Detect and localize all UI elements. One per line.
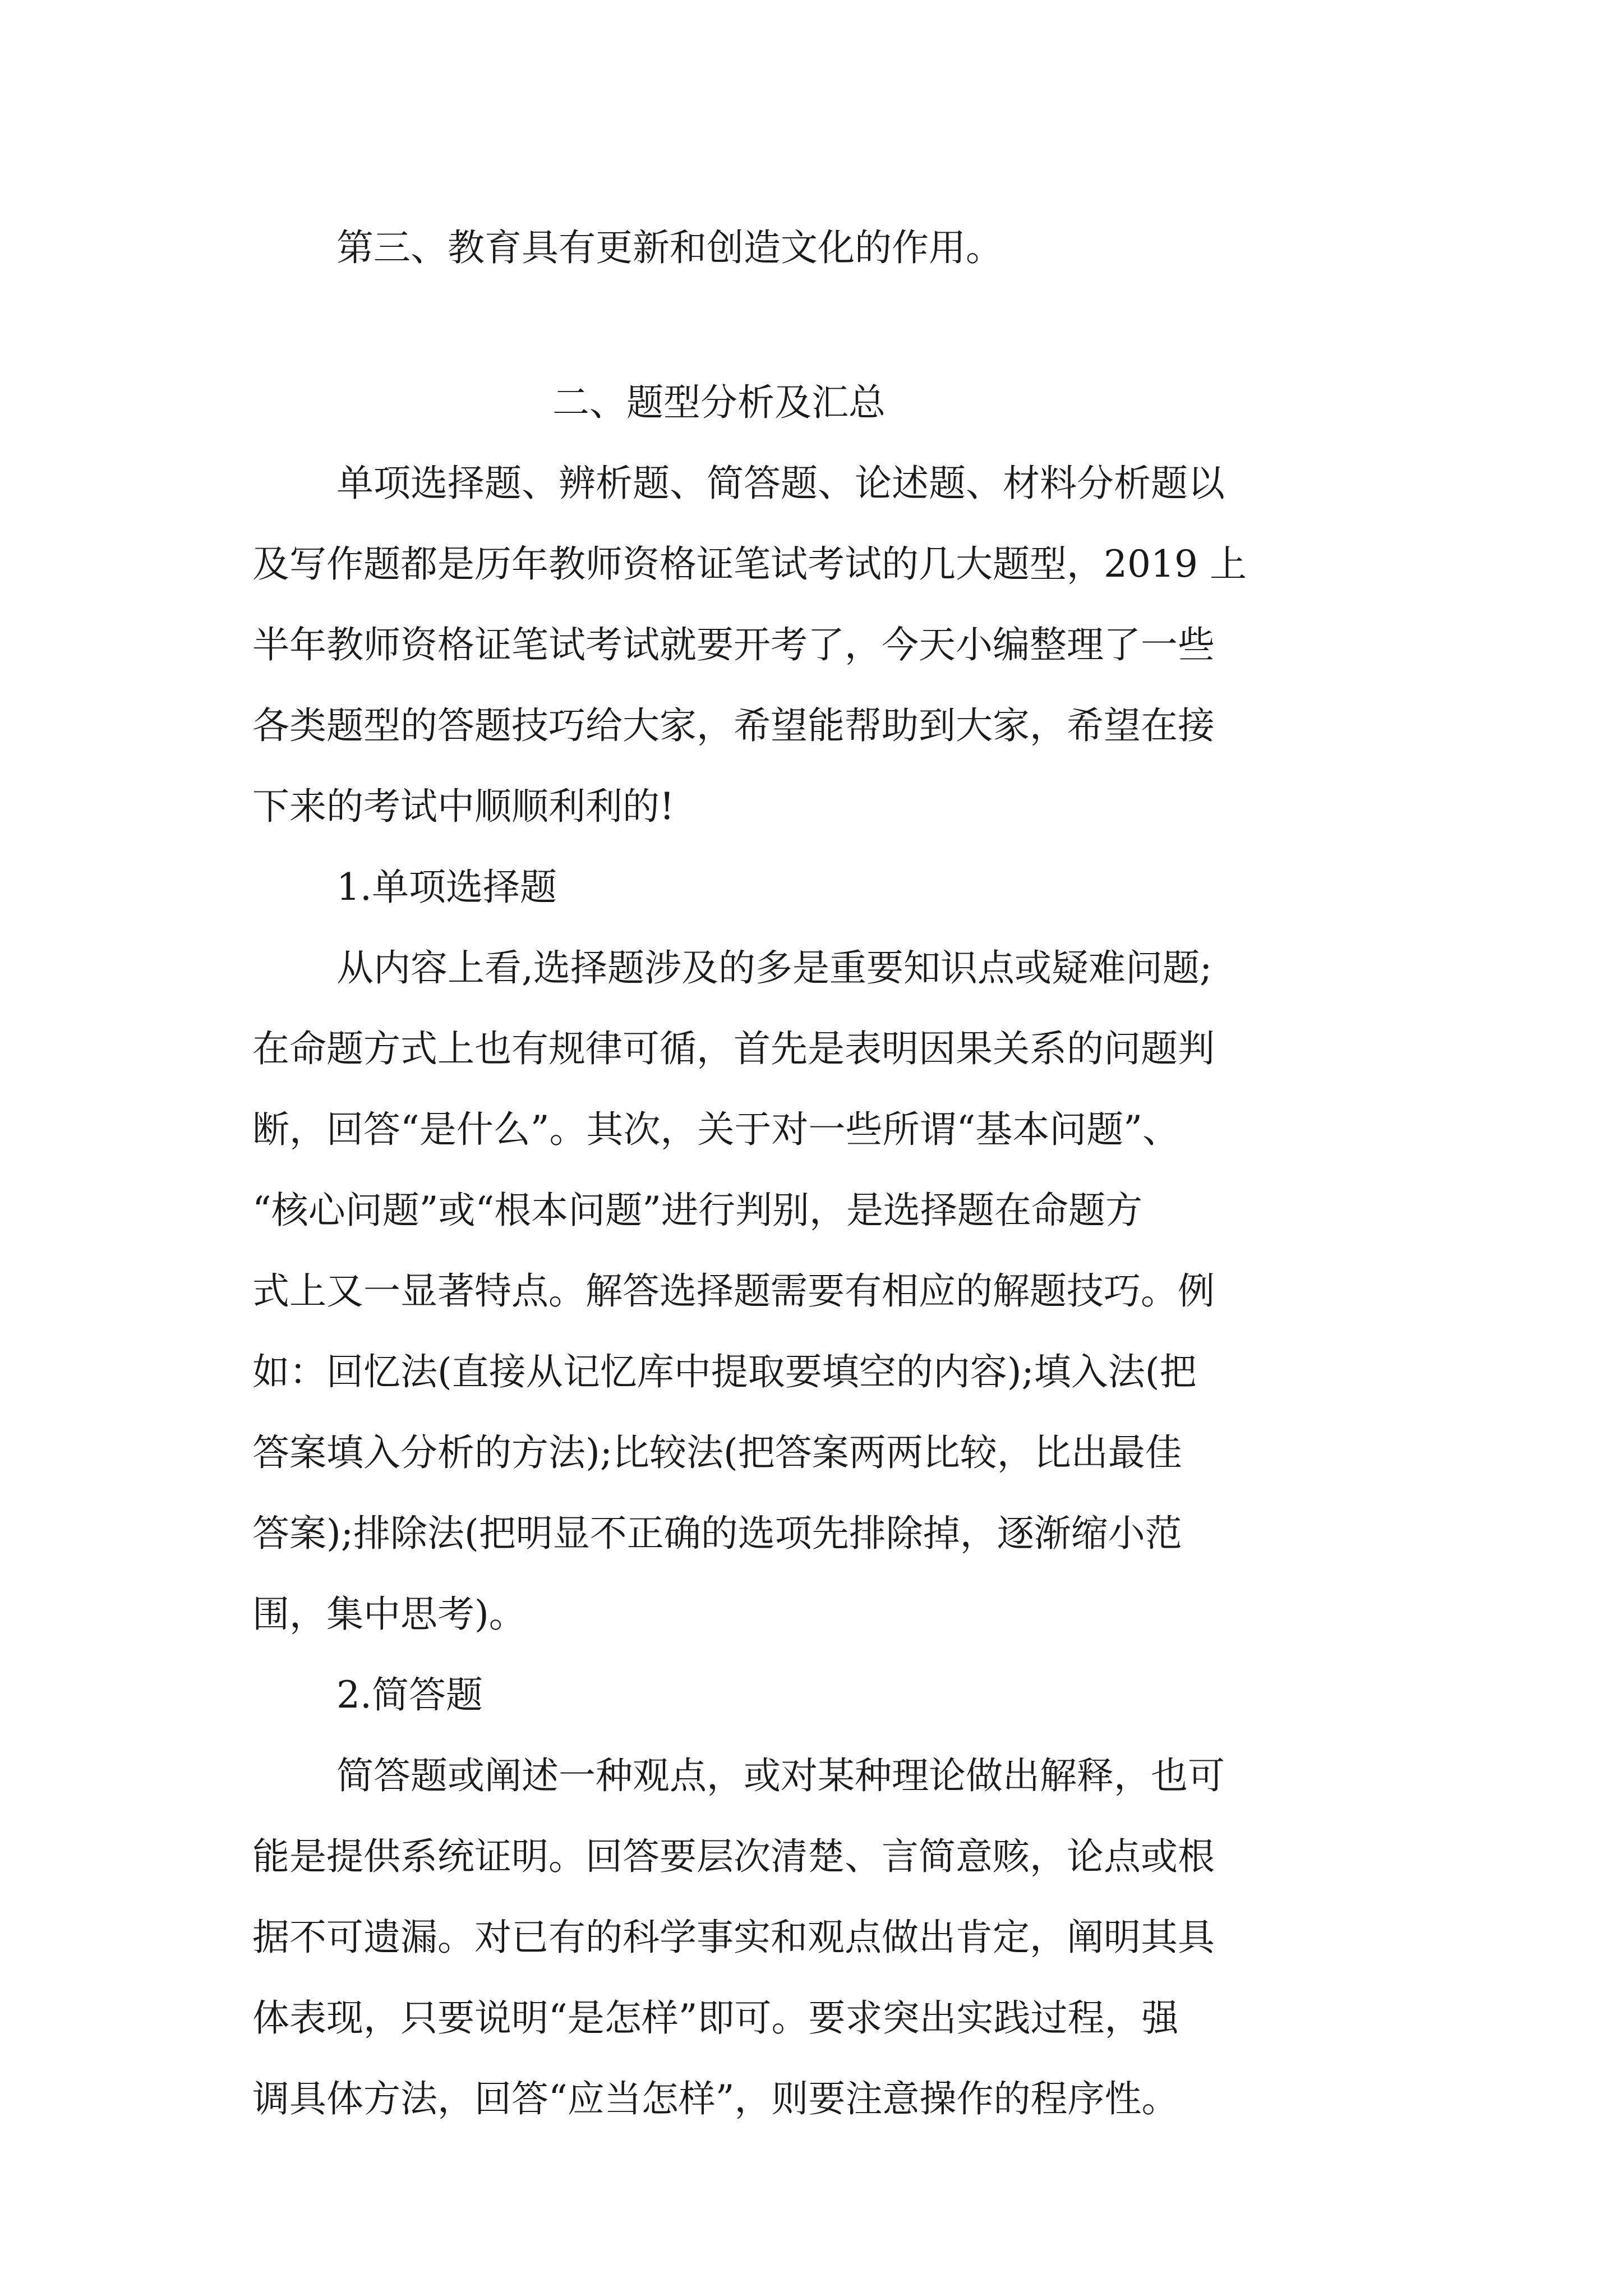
paragraph-line: “核心问题”或“根本问题”进行判别，是选择题在命题方 — [252, 1189, 1142, 1232]
paragraph-line: 第三、教育具有更新和创造文化的作用。 — [336, 226, 1003, 269]
section-heading: 二、题型分析及汇总 — [552, 381, 886, 424]
paragraph-line: 能是提供系统证明。回答要层次清楚、言简意赅，论点或根 — [252, 1835, 1215, 1878]
paragraph-line: 答案);排除法(把明显不正确的选项先排除掉，逐渐缩小范 — [252, 1512, 1182, 1555]
paragraph-line: 简答题或阐述一种观点，或对某种理论做出解释，也可 — [336, 1754, 1225, 1797]
paragraph-line: 答案填入分析的方法);比较法(把答案两两比较，比出最佳 — [252, 1431, 1182, 1474]
subsection-heading: 1.单项选择题 — [336, 866, 557, 909]
paragraph-line: 下来的考试中顺顺利利的! — [252, 785, 675, 828]
paragraph-line: 断，回答“是什么”。其次，关于对一些所谓“基本问题”、 — [252, 1108, 1179, 1151]
paragraph-line: 半年教师资格证笔试考试就要开考了，今天小编整理了一些 — [252, 623, 1215, 666]
subsection-heading: 2.简答题 — [336, 1673, 483, 1717]
paragraph-line: 体表现，只要说明“是怎样”即可。要求突出实践过程，强 — [252, 1996, 1179, 2040]
paragraph-line: 各类题型的答题技巧给大家，希望能帮助到大家，希望在接 — [252, 704, 1215, 747]
paragraph-line: 单项选择题、辨析题、简答题、论述题、材料分析题以 — [336, 462, 1225, 505]
paragraph-line: 式上又一显著特点。解答选择题需要有相应的解题技巧。例 — [252, 1269, 1215, 1313]
paragraph-line: 及写作题都是历年教师资格证笔试考试的几大题型，2019 上 — [252, 542, 1247, 586]
document-body — [252, 208, 1380, 2139]
paragraph-line: 围，集中思考)。 — [252, 1593, 526, 1636]
paragraph-line: 在命题方式上也有规律可循，首先是表明因果关系的问题判 — [252, 1027, 1215, 1070]
paragraph-line: 据不可遗漏。对已有的科学事实和观点做出肯定，阐明其具 — [252, 1916, 1215, 1959]
paragraph-line: 调具体方法，回答“应当怎样”，则要注意操作的程序性。 — [252, 2077, 1179, 2120]
paragraph-gap — [252, 288, 1380, 362]
paragraph-line: 如：回忆法(直接从记忆库中提取要填空的内容);填入法(把 — [252, 1350, 1197, 1393]
paragraph-line: 从内容上看,选择题涉及的多是重要知识点或疑难问题; — [336, 946, 1212, 990]
